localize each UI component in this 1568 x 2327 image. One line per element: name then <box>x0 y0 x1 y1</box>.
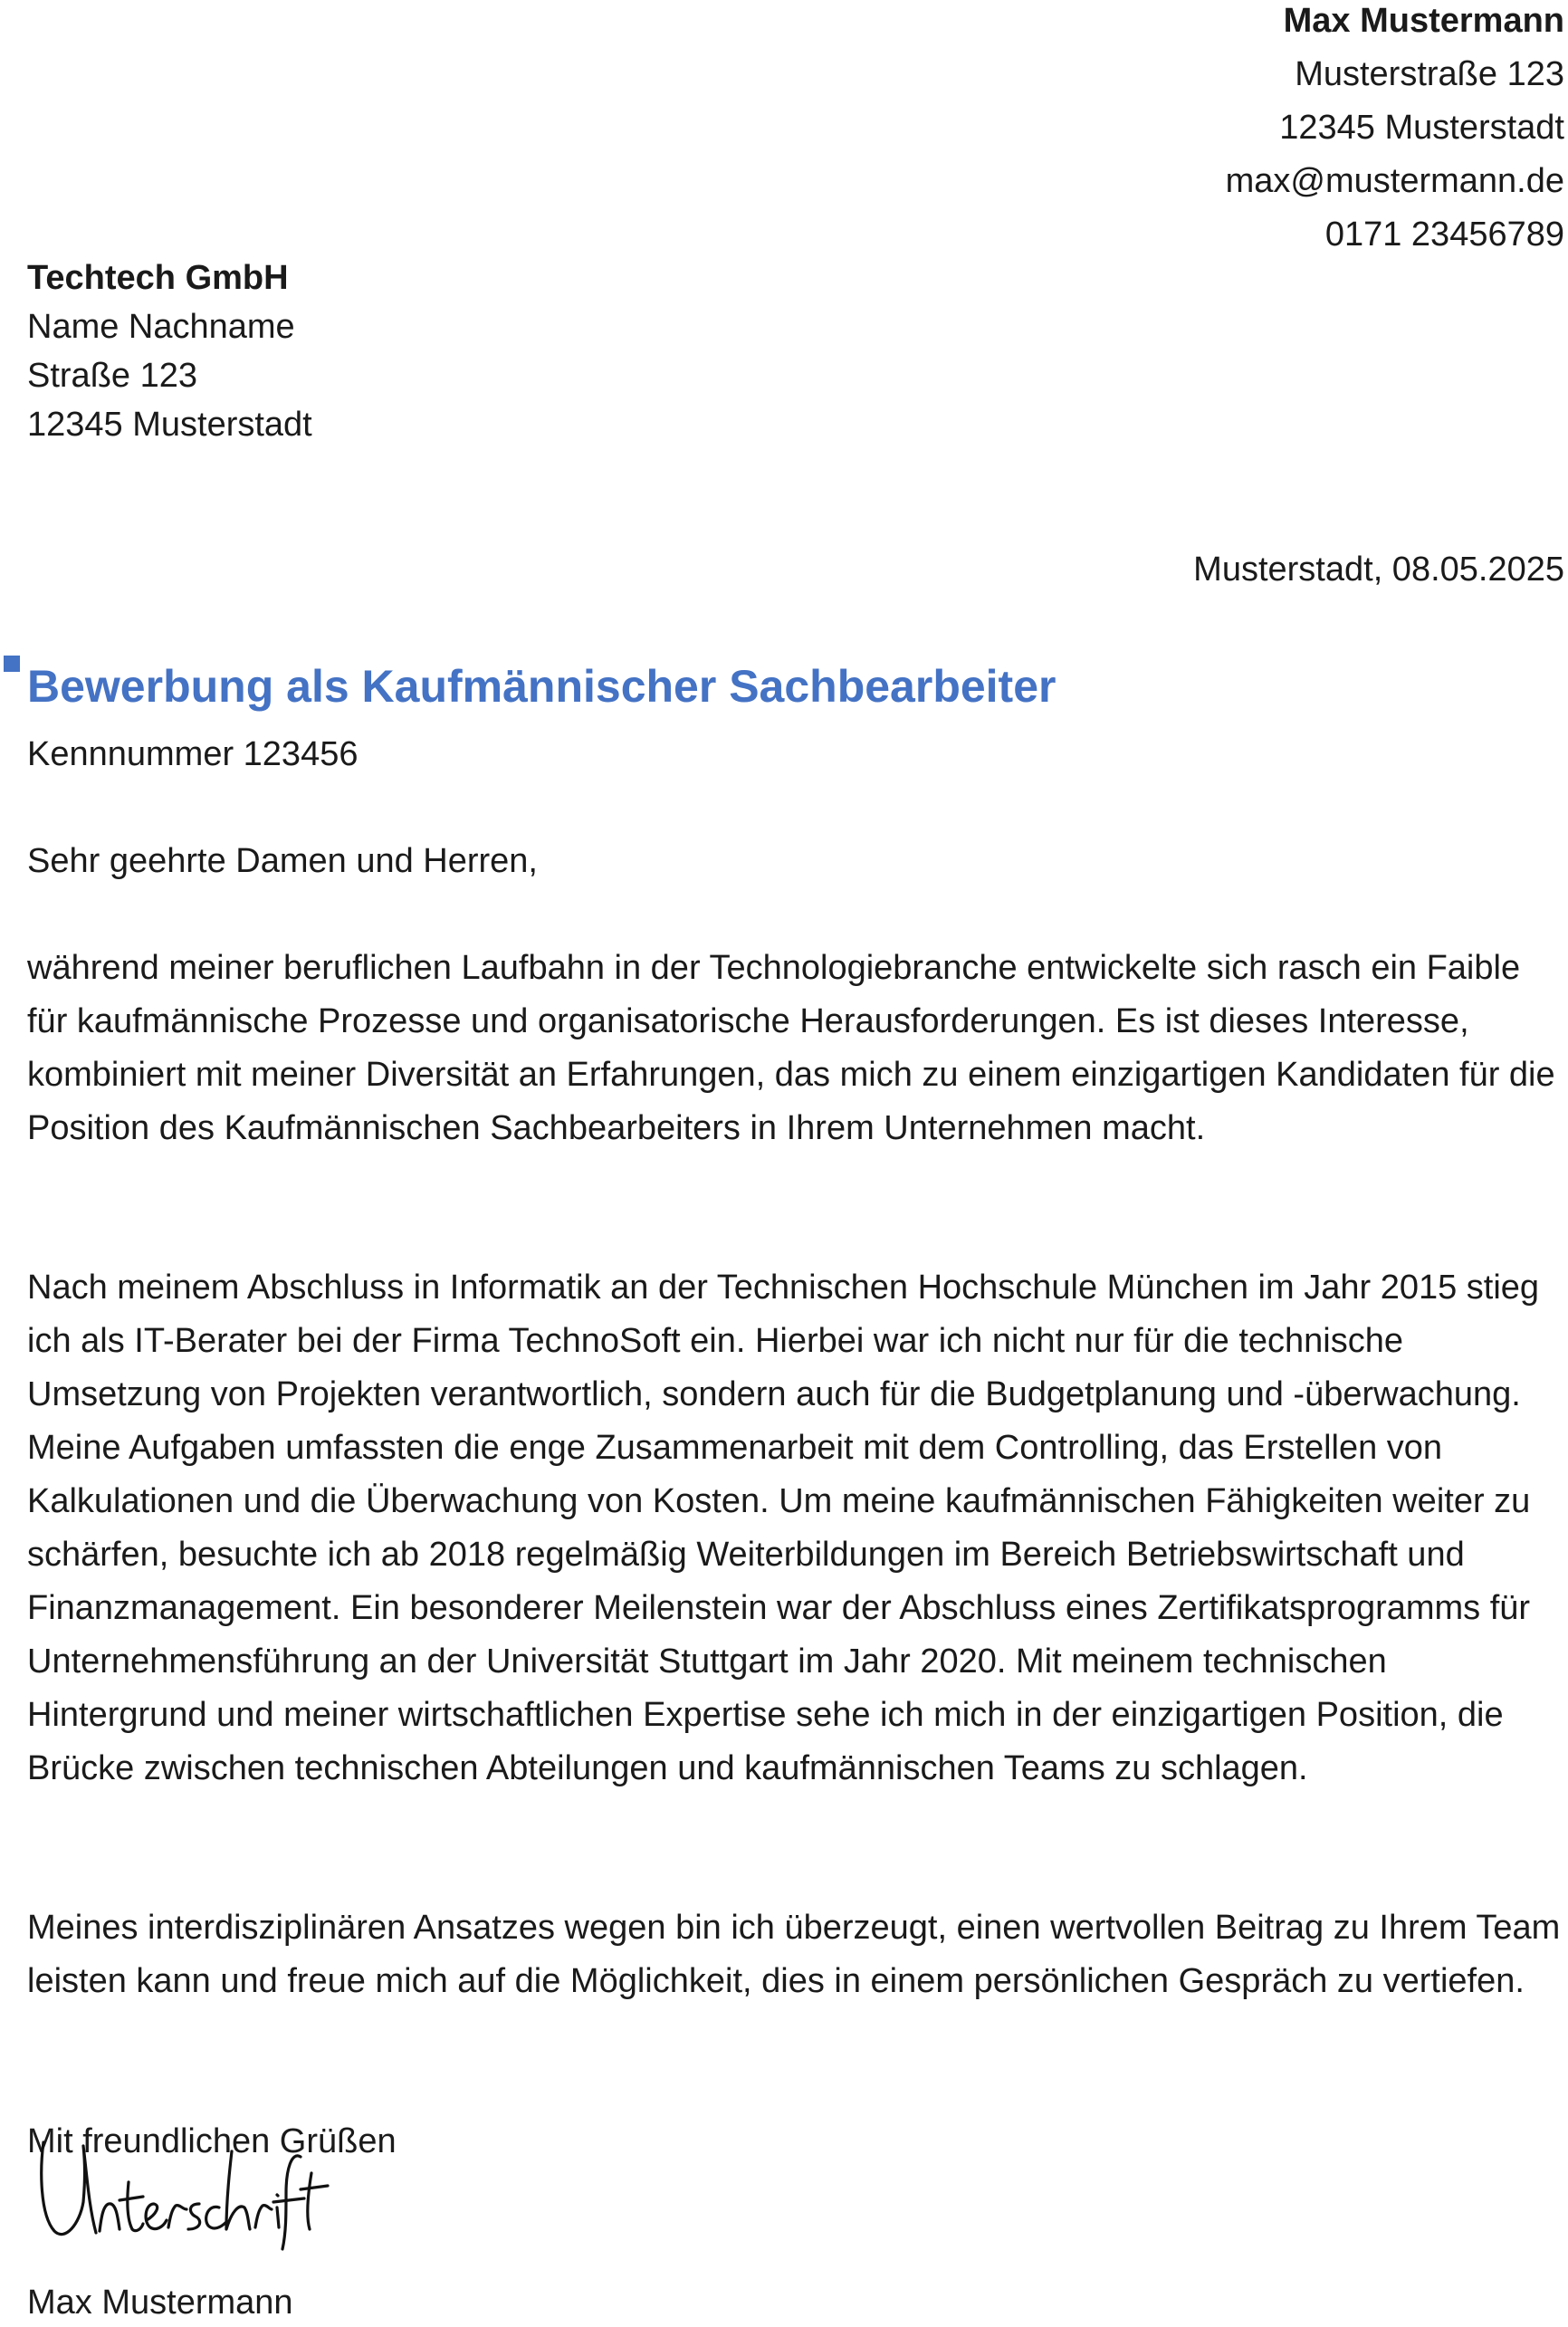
body-paragraph-3: Meines interdisziplinären Ansatzes wegen bin ich überzeugt, einen wertvollen Beitrag zu Ihrem Team leisten kann und freue mich auf die Möglichkeit, dies in einem persönlichen Gespräch zu vertiefen. <box>27 1909 1561 2000</box>
date-line: Musterstadt, 08.05.2025 <box>1193 551 1564 589</box>
body-paragraph-1: während meiner beruflichen Laufbahn in der Technologiebranche entwickelte sich rasch ein Faible für kaufmännische Prozesse und organisatorische Herausforderungen. Es ist dieses Interesse, kombiniert mit meiner Diversität an Erfahrungen, das mich zu einem einzigartigen Kandidaten für die Position des Kaufmännischen Sachbearbeiters in Ihrem Unternehmen macht. <box>27 949 1555 1147</box>
salutation: Sehr geehrte Damen und Herren, <box>27 842 538 880</box>
sender-block <box>1226 0 1564 262</box>
signer-name: Max Mustermann <box>27 2284 293 2322</box>
handwritten-signature <box>33 2115 331 2251</box>
body-paragraph-2: Nach meinem Abschluss in Informatik an der Technischen Hochschule München im Jahr 2015 stieg ich als IT-Berater bei der Firma TechnoSoft ein. Hierbei war ich nicht nur für die technische Umsetzung von Projekten verantwortlich, sondern auch für die Budgetplanung und -überwachung. Meine Aufgaben umfassten die enge Zusammenarbeit mit dem Controlling, das Erstellen von Kalkulationen und die Überwachung von Kosten. Um meine kaufmännischen Fähigkeiten weiter zu schärfen, besuchte ich ab 2018 regelmäßig Weiterbildungen im Bereich Betriebswirtschaft und Finanzmanagement. Ein besonderer Meilenstein war der Abschluss eines Zertifikatsprogramms für Unternehmensführung an der Universität Stuttgart im Jahr 2020. Mit meinem technischen Hintergrund und meiner wirtschaftlichen Expertise sehe ich mich in der einzigartigen Position, die Brücke zwischen technischen Abteilungen und kaufmännischen Teams zu schlagen. <box>27 1269 1540 1787</box>
sender-name: Max Mustermann <box>1283 2 1564 40</box>
sender-street: Musterstraße 123 <box>1295 55 1564 93</box>
subject-heading: Bewerbung als Kaufmännischer Sachbearbeiter <box>27 661 1056 712</box>
sender-phone: 0171 23456789 <box>1324 215 1564 254</box>
sender-city: 12345 Musterstadt <box>1279 109 1564 147</box>
recipient-contact: Name Nachname <box>27 308 295 346</box>
recipient-block <box>27 254 312 449</box>
recipient-city: 12345 Musterstadt <box>27 406 312 444</box>
subject-marker <box>4 656 20 672</box>
reference-number: Kennnummer 123456 <box>27 735 359 773</box>
recipient-company: Techtech GmbH <box>27 259 289 297</box>
sender-email: max@mustermann.de <box>1225 162 1564 200</box>
closing: Mit freundlichen Grüßen <box>27 2122 397 2160</box>
recipient-street: Straße 123 <box>27 357 197 395</box>
